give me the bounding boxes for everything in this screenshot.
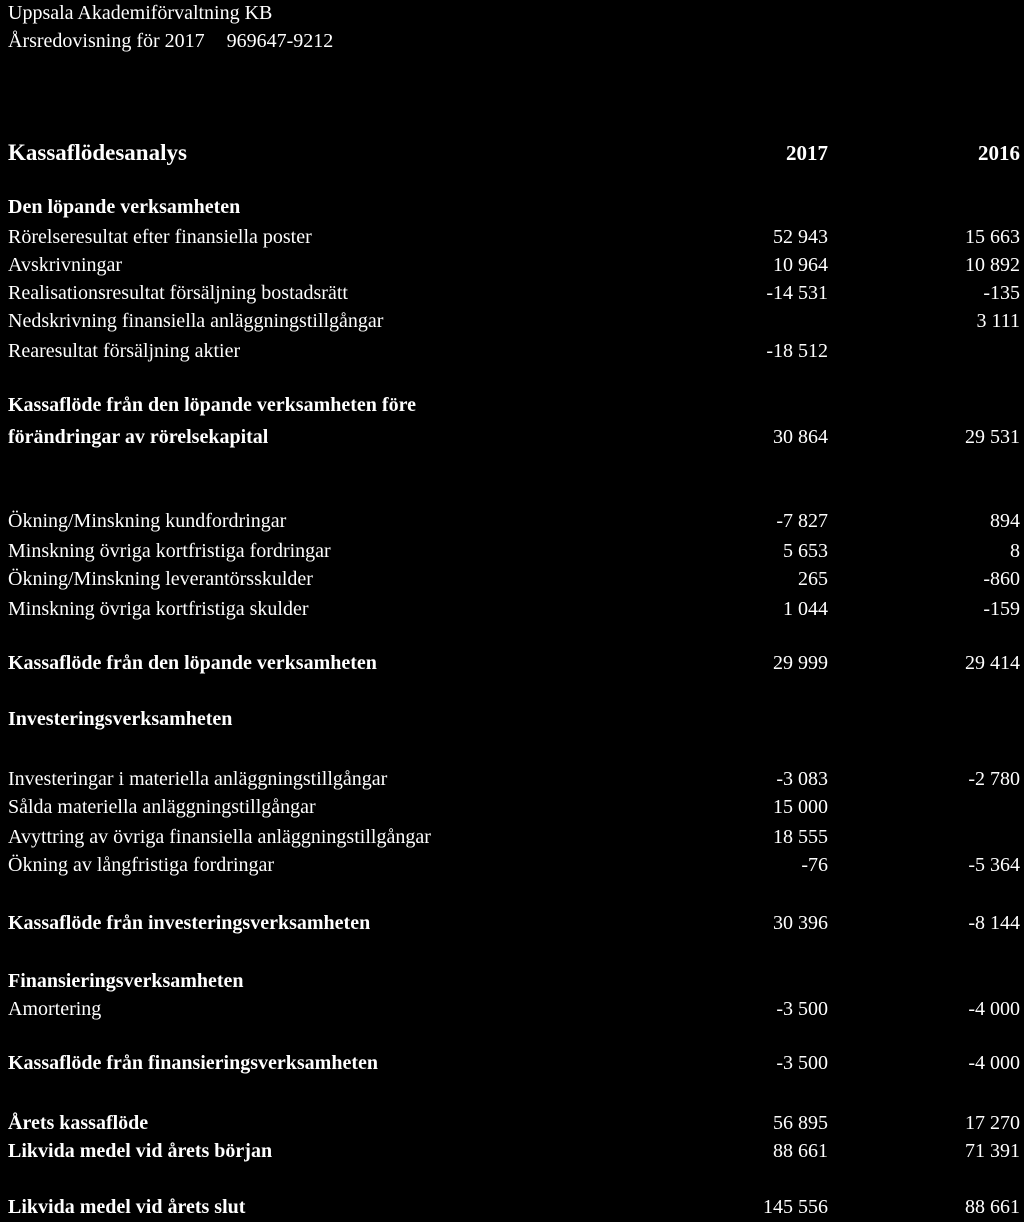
value-2017: -3 500 xyxy=(776,998,828,1020)
total-label: Årets kassaflöde xyxy=(8,1112,149,1134)
value-2016: 29 414 xyxy=(965,652,1020,674)
value-2017: 265 xyxy=(798,568,828,590)
value-2017: -14 531 xyxy=(766,282,828,304)
row-label: Minskning övriga kortfristiga fordringar xyxy=(8,540,331,562)
row-label: Avyttring av övriga finansiella anläggningstillgångar xyxy=(8,826,431,848)
year-current-header: 2017 xyxy=(786,141,828,165)
total-label: Kassaflöde från investeringsverksamheten xyxy=(8,912,371,934)
row-label: Sålda materiella anläggningstillgångar xyxy=(8,796,316,818)
value-2017: 18 555 xyxy=(773,826,828,848)
row-label: Realisationsresultat försäljning bostadsrätt xyxy=(8,282,348,304)
value-2016: 10 892 xyxy=(965,254,1020,276)
total-operating xyxy=(0,648,1024,678)
subtotal-label-line1: Kassaflöde från den löpande verksamheten före xyxy=(8,394,416,416)
closing-cash xyxy=(0,1192,1024,1222)
row-label: Nedskrivning finansiella anläggningstillgångar xyxy=(8,310,384,332)
row-label: Amortering xyxy=(8,998,102,1020)
value-2016: -4 000 xyxy=(968,1052,1020,1074)
value-2016: 15 663 xyxy=(965,226,1020,248)
value-2017: 52 943 xyxy=(773,226,828,248)
opening-cash xyxy=(0,1136,1024,1166)
report-year-label: Årsredovisning för 2017 xyxy=(8,30,205,52)
row-label: Minskning övriga kortfristiga skulder xyxy=(8,598,309,620)
value-2017: -3 500 xyxy=(776,1052,828,1074)
value-2016: 894 xyxy=(990,510,1020,532)
table-row xyxy=(0,594,1024,624)
table-row xyxy=(0,994,1024,1024)
total-financing xyxy=(0,1048,1024,1078)
value-2017: 56 895 xyxy=(773,1112,828,1134)
value-2017: -18 512 xyxy=(766,340,828,362)
statement-title: Kassaflödesanalys xyxy=(8,140,187,165)
value-2017: 15 000 xyxy=(773,796,828,818)
value-2016: -860 xyxy=(983,568,1020,590)
table-row xyxy=(0,336,1024,366)
value-2017: 29 999 xyxy=(773,652,828,674)
value-2016: -5 364 xyxy=(968,854,1020,876)
total-label: Likvida medel vid årets början xyxy=(8,1140,273,1162)
value-2016: 17 270 xyxy=(965,1112,1020,1134)
value-2016: 29 531 xyxy=(965,426,1020,448)
section-heading-label: Den löpande verksamheten xyxy=(8,196,241,218)
total-investing xyxy=(0,908,1024,938)
total-label: Likvida medel vid årets slut xyxy=(8,1196,246,1218)
year-previous-header: 2016 xyxy=(978,141,1020,165)
row-label: Ökning av långfristiga fordringar xyxy=(8,854,275,876)
section-heading-operating xyxy=(0,192,1024,222)
section-heading-investing xyxy=(0,704,1024,734)
subtotal-label-line2: förändringar av rörelsekapital xyxy=(8,426,269,448)
value-2017: -76 xyxy=(801,854,828,876)
annual-cashflow xyxy=(0,1108,1024,1138)
table-row xyxy=(0,222,1024,252)
value-2016: -8 144 xyxy=(968,912,1020,934)
table-row xyxy=(0,250,1024,280)
table-row xyxy=(0,850,1024,880)
value-2017: 145 556 xyxy=(763,1196,828,1218)
total-label: Kassaflöde från den löpande verksamheten xyxy=(8,652,377,674)
table-row xyxy=(0,536,1024,566)
value-2017: 88 661 xyxy=(773,1140,828,1162)
value-2016: 3 111 xyxy=(976,310,1020,332)
value-2016: 88 661 xyxy=(965,1196,1020,1218)
table-row xyxy=(0,506,1024,536)
row-label: Investeringar i materiella anläggningstillgångar xyxy=(8,768,388,790)
row-label: Rörelseresultat efter finansiella poster xyxy=(8,226,312,248)
value-2016: -159 xyxy=(983,598,1020,620)
value-2017: 30 396 xyxy=(773,912,828,934)
statement-title-row xyxy=(0,138,1024,168)
table-row xyxy=(0,278,1024,308)
value-2016: -2 780 xyxy=(968,768,1020,790)
org-number: 969647-9212 xyxy=(226,30,334,52)
value-2016: -135 xyxy=(983,282,1020,304)
table-row xyxy=(0,564,1024,594)
value-2017: 5 653 xyxy=(783,540,828,562)
row-label: Ökning/Minskning leverantörsskulder xyxy=(8,568,313,590)
row-label: Ökning/Minskning kundfordringar xyxy=(8,510,287,532)
value-2016: 8 xyxy=(1010,540,1020,562)
value-2016: 71 391 xyxy=(965,1140,1020,1162)
table-row xyxy=(0,792,1024,822)
row-label: Avskrivningar xyxy=(8,254,123,276)
value-2017: 30 864 xyxy=(773,426,828,448)
table-row xyxy=(0,306,1024,336)
subtotal-before-working-capital xyxy=(0,422,1024,452)
section-heading-financing xyxy=(0,966,1024,996)
company-name: Uppsala Akademiförvaltning KB xyxy=(8,2,273,24)
value-2017: -7 827 xyxy=(776,510,828,532)
row-label: Rearesultat försäljning aktier xyxy=(8,340,241,362)
section-heading-label: Investeringsverksamheten xyxy=(8,708,233,730)
value-2017: -3 083 xyxy=(776,768,828,790)
value-2017: 10 964 xyxy=(773,254,828,276)
section-heading-label: Finansieringsverksamheten xyxy=(8,970,244,992)
subtotal-label-line1-row xyxy=(0,390,1024,420)
value-2017: 1 044 xyxy=(783,598,828,620)
value-2016: -4 000 xyxy=(968,998,1020,1020)
total-label: Kassaflöde från finansieringsverksamheten xyxy=(8,1052,378,1074)
report-subtitle xyxy=(8,30,333,52)
table-row xyxy=(0,764,1024,794)
table-row xyxy=(0,822,1024,852)
